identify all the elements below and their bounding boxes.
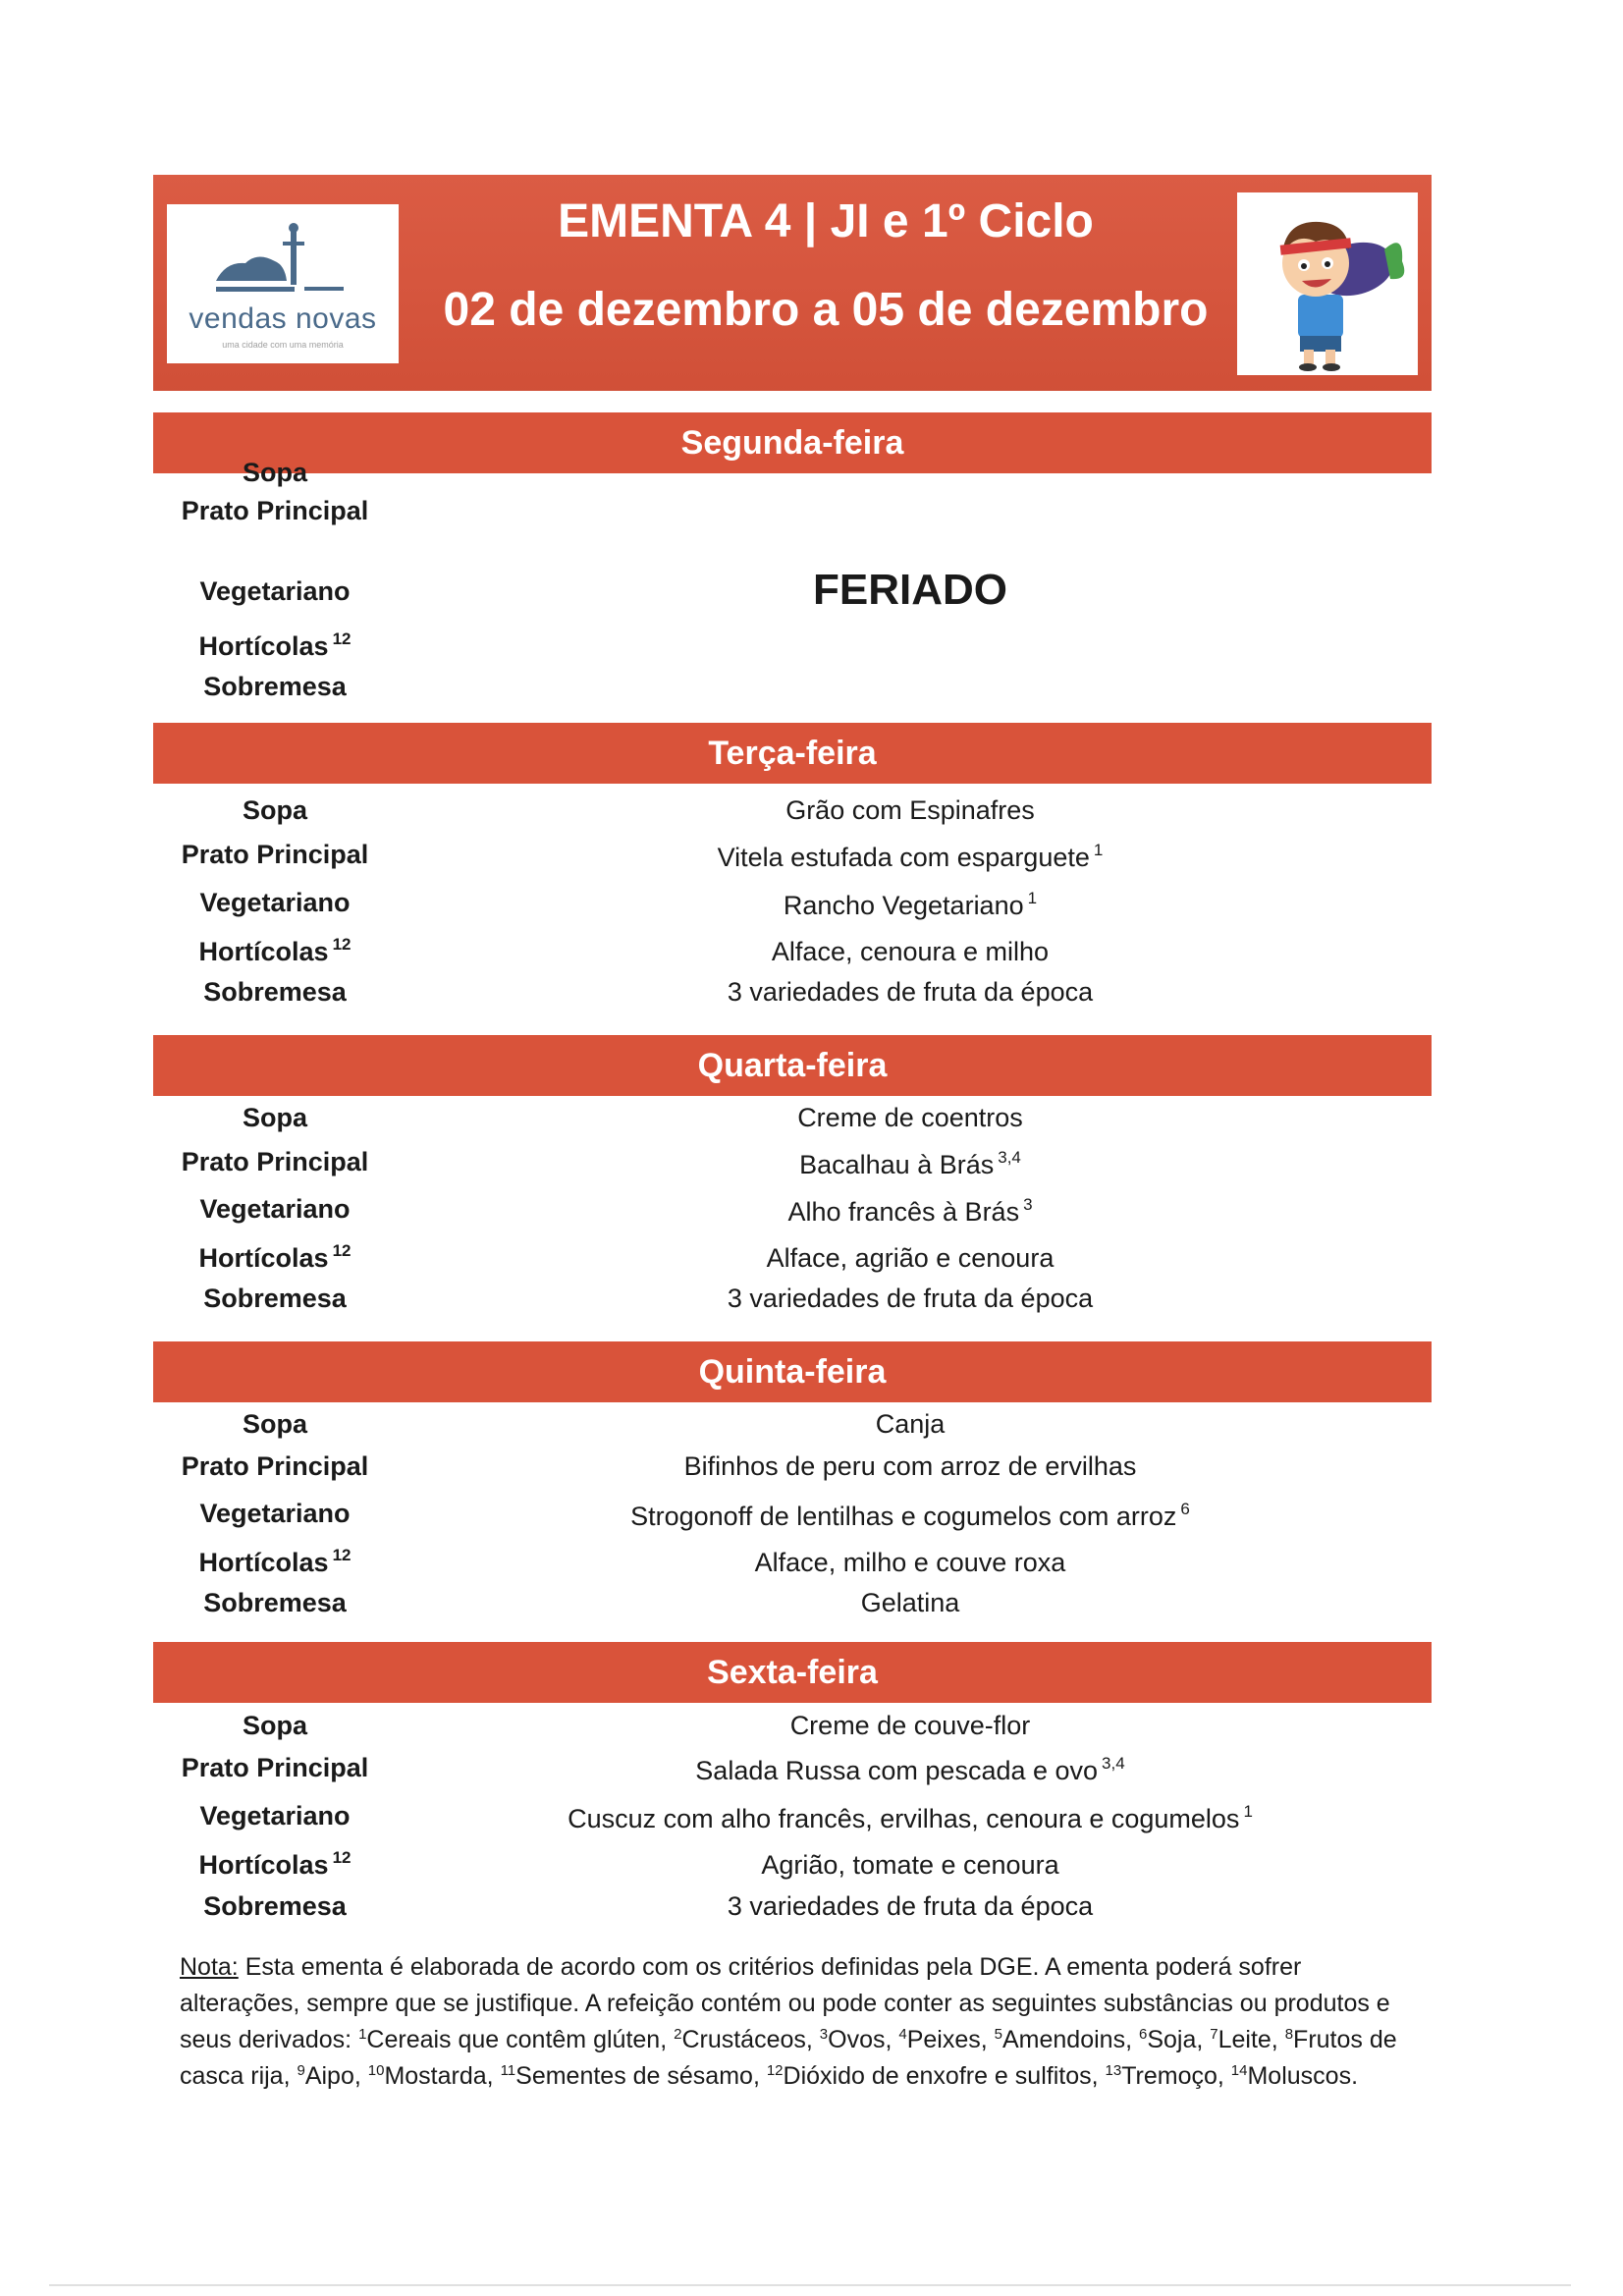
terca-sopa: Grão com Espinafres: [785, 795, 1035, 825]
quinta-vegetariano: Strogonoff de lentilhas e cogumelos com arroz $^6$: [630, 1500, 1190, 1531]
allergen-item: $^6$Soja,: [1138, 2026, 1211, 2053]
allergen-list: [180, 2026, 1397, 2090]
label-sopa: Sopa: [242, 795, 307, 825]
allergen-item: $^5$Amendoins,: [994, 2026, 1139, 2053]
quarta-horticolas: Alface, agrião e cenoura: [766, 1243, 1055, 1273]
day-bar-segunda: Segunda-feira: [153, 412, 1432, 473]
label-horticolas: Hortícolas $^{12}$: [198, 629, 352, 661]
quarta-vegetariano: Alho francês à Brás $^3$: [787, 1195, 1033, 1227]
label-sopa: Sopa: [242, 1409, 307, 1439]
quarta-sobremesa: 3 variedades de fruta da época: [727, 1284, 1094, 1313]
allergen-item: $^2$Crustáceos,: [674, 2026, 820, 2053]
label-vegetariano: Vegetariano: [199, 1194, 351, 1224]
label-prato-principal: Prato Principal: [181, 840, 369, 869]
sexta-vegetariano: Cuscuz com alho francês, ervilhas, cenoura e cogumelos $^1$: [568, 1802, 1253, 1833]
sexta-sopa: Creme de couve-flor: [789, 1711, 1031, 1740]
quinta-prato: Bifinhos de peru com arroz de ervilhas: [683, 1451, 1137, 1481]
day-bar-sexta: Sexta-feira: [153, 1642, 1432, 1703]
page-edge-divider: [49, 2284, 1571, 2286]
quinta-horticolas: Alface, milho e couve roxa: [754, 1548, 1066, 1577]
label-sobremesa: Sobremesa: [203, 1588, 347, 1617]
quarta-prato: Bacalhau à Brás $^{3,4}$: [799, 1148, 1021, 1179]
label-prato-principal: Prato Principal: [181, 1753, 369, 1782]
label-horticolas: Hortícolas $^{12}$: [198, 1546, 352, 1577]
holiday-notice: FERIADO: [813, 566, 1007, 614]
logo-text: vendas novas: [189, 302, 377, 335]
label-sopa: Sopa: [242, 458, 307, 487]
label-prato-principal: Prato Principal: [181, 496, 369, 525]
label-horticolas: Hortícolas $^{12}$: [198, 935, 352, 966]
allergen-item: $^{14}$Moluscos.: [1230, 2062, 1359, 2090]
label-sopa: Sopa: [242, 1711, 307, 1740]
allergen-item: $^7$Leite,: [1210, 2026, 1285, 2053]
allergen-item: $^{10}$Mostarda,: [367, 2062, 501, 2090]
label-horticolas: Hortícolas $^{12}$: [198, 1241, 352, 1273]
label-sobremesa: Sobremesa: [203, 672, 347, 701]
allergen-item: $^{13}$Tremoço,: [1105, 2062, 1231, 2090]
allergen-item: $^{12}$Dióxido de enxofre e sulfitos,: [766, 2062, 1106, 2090]
logo-mark-icon: [206, 222, 359, 301]
mascot-illustration: [1237, 192, 1418, 375]
label-vegetariano: Vegetariano: [199, 576, 351, 606]
menu-title: EMENTA 4 | JI e 1º Ciclo: [558, 195, 1094, 247]
allergen-item: $^3$Ovos,: [819, 2026, 899, 2053]
allergen-item: $^4$Peixes,: [898, 2026, 995, 2053]
label-sobremesa: Sobremesa: [203, 1891, 347, 1921]
quinta-sobremesa: Gelatina: [860, 1588, 960, 1617]
label-sopa: Sopa: [242, 1103, 307, 1132]
sexta-prato: Salada Russa com pescada e ovo $^{3,4}$: [695, 1754, 1125, 1785]
day-bar-quinta: Quinta-feira: [153, 1341, 1432, 1402]
municipality-logo: [167, 204, 399, 363]
terca-prato: Vitela estufada com esparguete $^1$: [717, 841, 1104, 872]
logo-tagline: uma cidade com uma memória: [222, 340, 344, 350]
allergen-item: $^{11}$Sementes de sésamo,: [500, 2062, 767, 2090]
quinta-sopa: Canja: [875, 1409, 946, 1439]
allergen-item: $^1$Cereais que contêm glúten,: [358, 2026, 675, 2053]
sexta-sobremesa: 3 variedades de fruta da época: [727, 1891, 1094, 1921]
sexta-horticolas: Agrião, tomate e cenoura: [761, 1850, 1059, 1880]
kid-mascot-icon: [1237, 192, 1418, 375]
day-bar-terca: Terça-feira: [153, 723, 1432, 784]
label-prato-principal: Prato Principal: [181, 1147, 369, 1176]
note-intro: Esta ementa é elaborada de acordo com os critérios definidas pela DGE. A ementa poderá sofrer alterações, sempre que se justifique. A refeição contém ou pode conter as seguintes substâncias ou produtos e seus derivados:: [180, 1953, 1390, 2053]
terca-vegetariano: Rancho Vegetariano $^1$: [783, 889, 1038, 920]
allergen-item: $^8$Frutos de casca rija,: [180, 2026, 1397, 2090]
label-horticolas: Hortícolas $^{12}$: [198, 1848, 352, 1880]
quarta-sopa: Creme de coentros: [797, 1103, 1023, 1132]
terca-horticolas: Alface, cenoura e milho: [771, 937, 1050, 966]
note-label: Nota:: [180, 1953, 239, 1981]
label-prato-principal: Prato Principal: [181, 1451, 369, 1481]
label-vegetariano: Vegetariano: [199, 1801, 351, 1831]
label-vegetariano: Vegetariano: [199, 888, 351, 917]
terca-sobremesa: 3 variedades de fruta da época: [727, 977, 1094, 1007]
label-vegetariano: Vegetariano: [199, 1499, 351, 1528]
allergen-item: $^9$Aipo,: [297, 2062, 368, 2090]
menu-date-range: 02 de dezembro a 05 de dezembro: [443, 284, 1209, 336]
day-bar-quarta: Quarta-feira: [153, 1035, 1432, 1096]
label-sobremesa: Sobremesa: [203, 977, 347, 1007]
label-sobremesa: Sobremesa: [203, 1284, 347, 1313]
allergen-note: [180, 1949, 1397, 2095]
menu-header: [153, 175, 1432, 391]
